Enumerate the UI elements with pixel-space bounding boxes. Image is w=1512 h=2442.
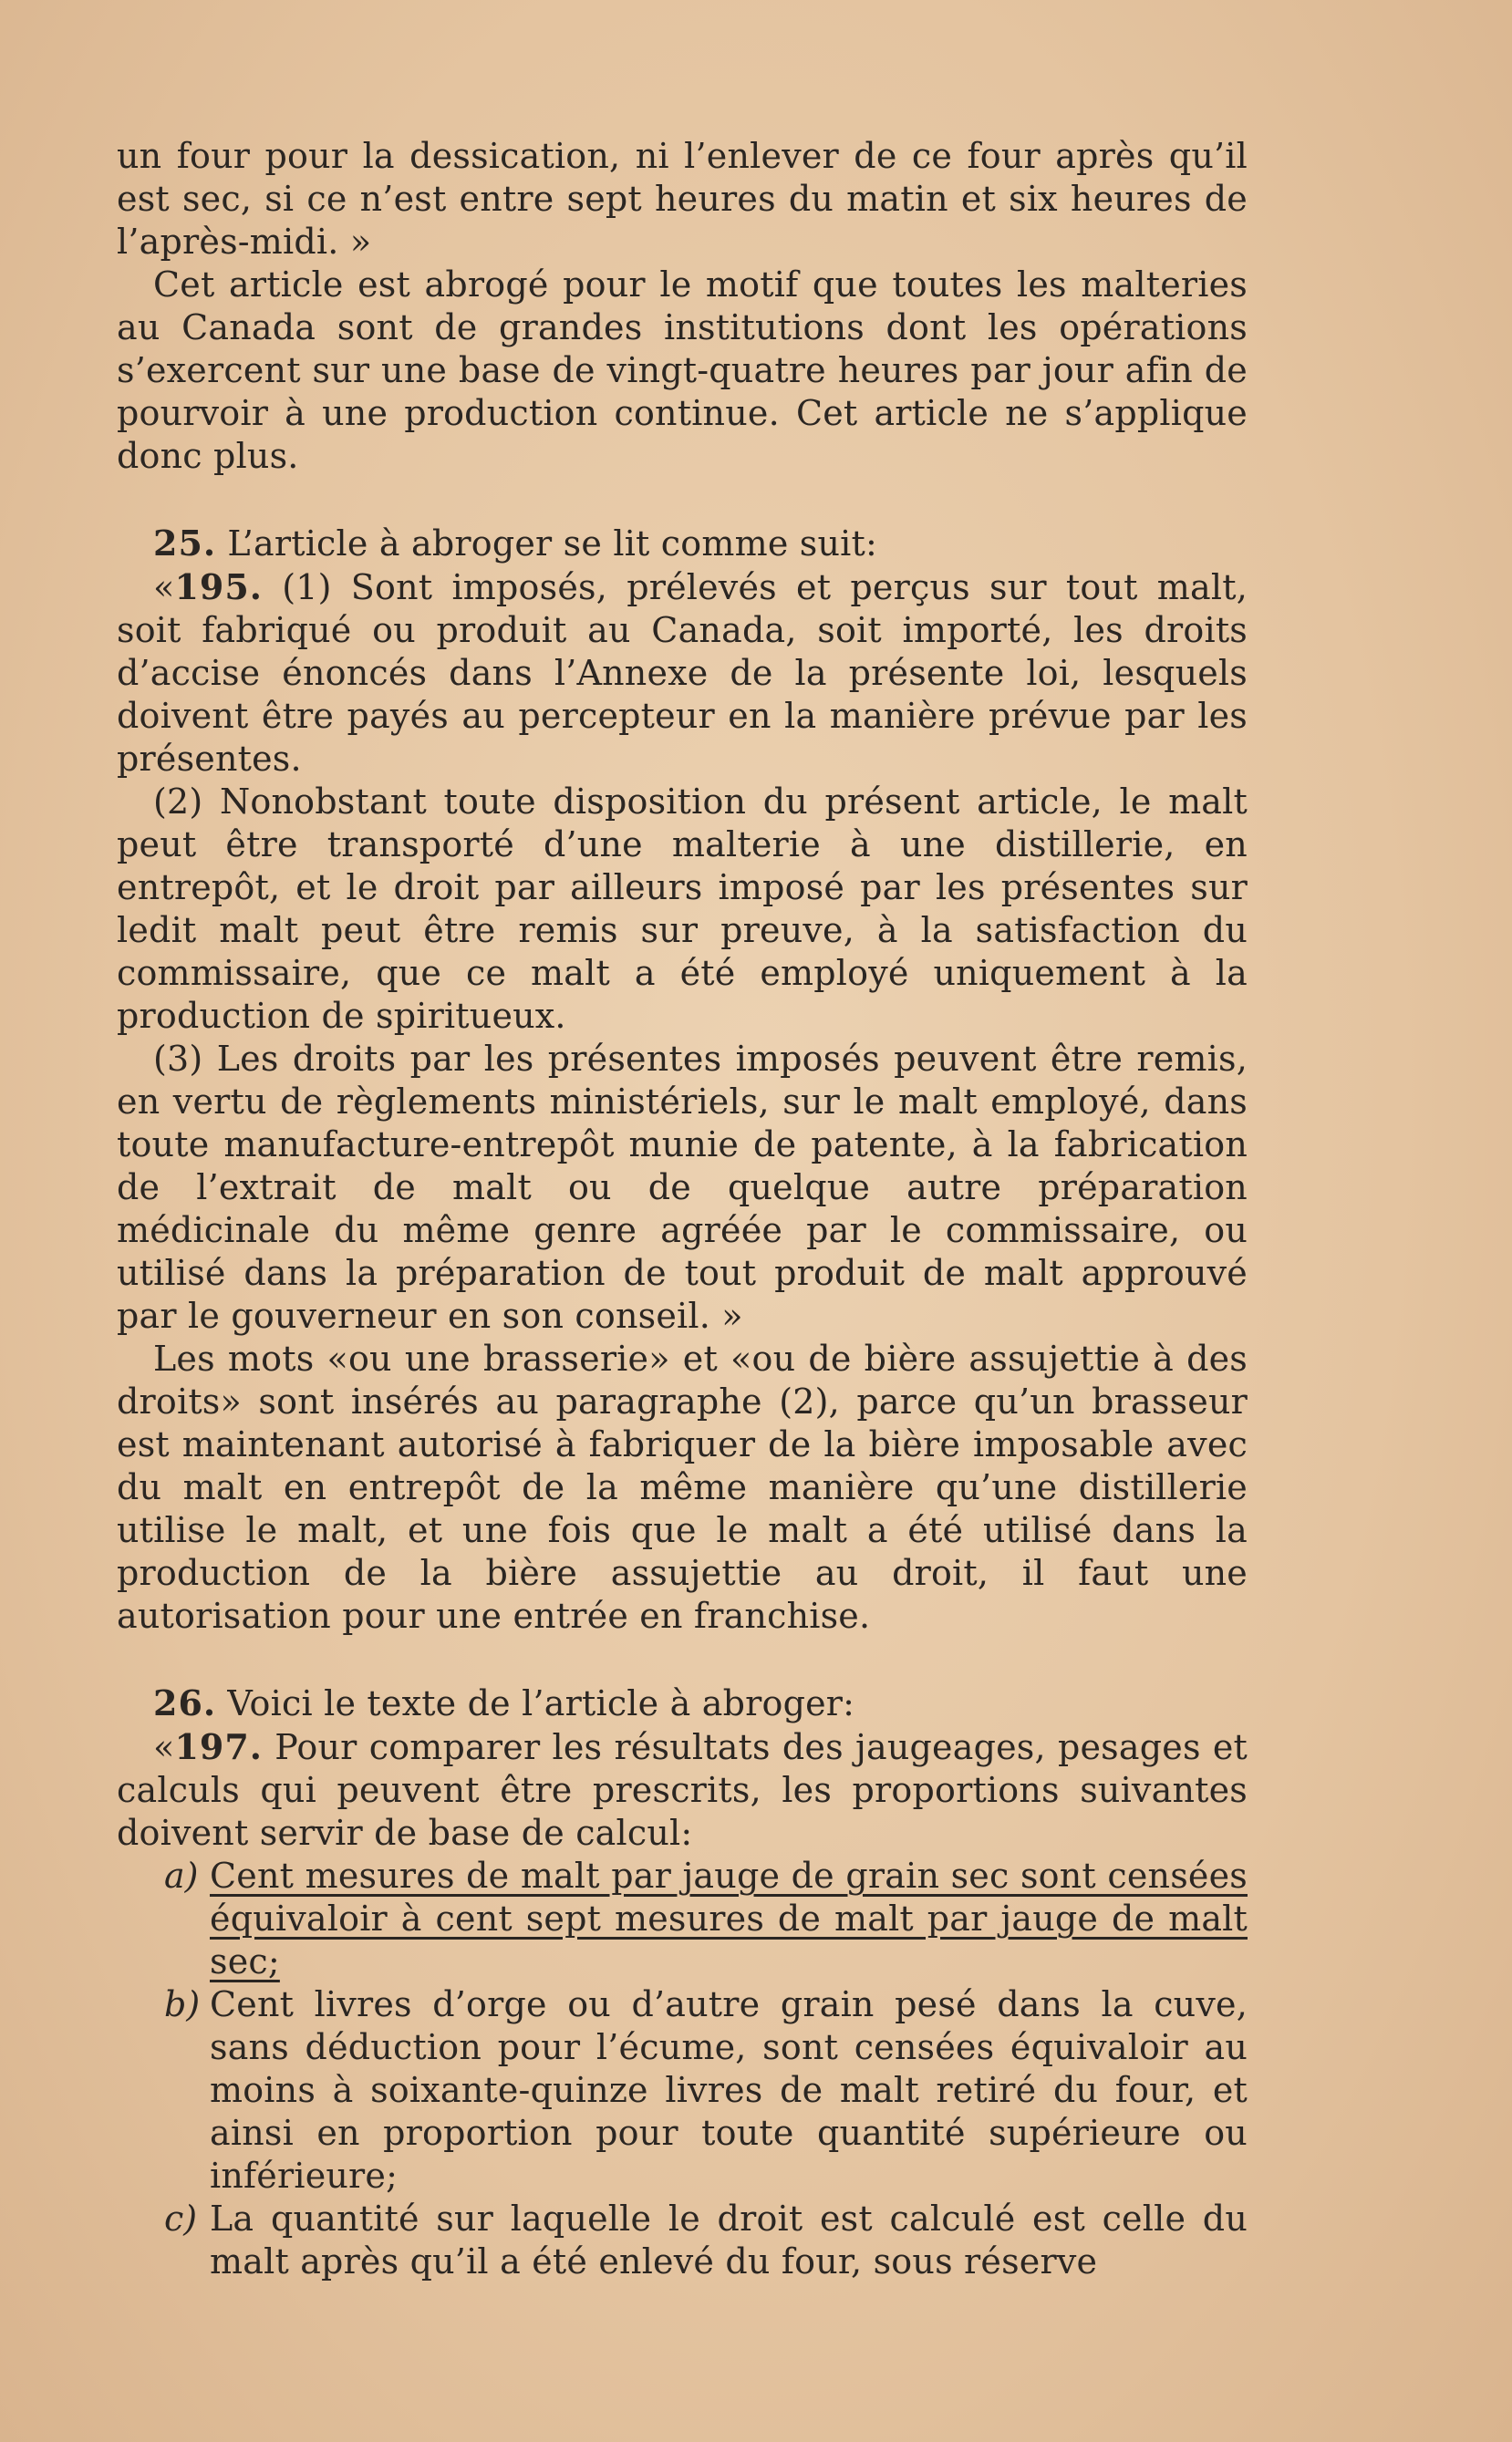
article-195-para-1-text: (1) Sont imposés, prélevés et perçus sur tout malt, soit fabriqué ou produit au Canada, soit importé, les droits d’accise énoncés dans l’Annexe de la présente loi, lesquels doivent être payés au percepteur en la manière prévue par les présentes. bbox=[117, 567, 1248, 779]
list-item bbox=[117, 2198, 1248, 2283]
section-26-heading bbox=[117, 1681, 1248, 1725]
section-25-heading bbox=[117, 522, 1248, 565]
article-195-para-1 bbox=[117, 565, 1248, 781]
section-25-number: 25. bbox=[153, 523, 217, 564]
item-letter: c) bbox=[164, 2199, 198, 2239]
article-197 bbox=[117, 1725, 1248, 1855]
list-item bbox=[117, 1983, 1248, 2198]
section-26-number: 26. bbox=[153, 1682, 217, 1723]
item-text: La quantité sur laquelle le droit est calculé est celle du malt après qu’il a été enlevé du four, sous réserve bbox=[210, 2199, 1248, 2282]
section-26-text: Voici le texte de l’article à abroger: bbox=[227, 1683, 855, 1723]
paragraph-continuation: un four pour la dessication, ni l’enlever de ce four après qu’il est sec, si ce n’est entre sept heures du matin et six heures de l’après-midi. » bbox=[117, 136, 1248, 262]
item-letter: b) bbox=[164, 1984, 201, 2024]
article-195-para-3: (3) Les droits par les présentes imposés peuvent être remis, en vertu de règlements ministériels, sur le malt employé, dans toute manufacture-entrepôt munie de patente, à la fabrication de l’extrait de malt ou de quelque autre préparation médicinale du même genre agréée par le commissaire, ou utilisé dans la préparation de tout produit de malt approuvé par le gouverneur en son conseil. » bbox=[117, 1039, 1248, 1336]
article-197-items bbox=[117, 1855, 1248, 2283]
open-quote: « bbox=[153, 567, 175, 607]
item-text: Cent livres d’orge ou d’autre grain pesé dans la cuve, sans déduction pour l’écume, sont censées équivaloir au moins à soixante-quinze livres de malt retiré du four, et ainsi en proportion pour toute quantité supérieure ou inférieure; bbox=[210, 1984, 1248, 2196]
paragraph-explanation-24: Cet article est abrogé pour le motif que toutes les malteries au Canada sont de grandes institutions dont les opérations s’exercent sur une base de vingt-quatre heures par jour afin de pourvoir à une production continue. Cet article ne s’applique donc plus. bbox=[117, 264, 1248, 476]
article-195-para-2: (2) Nonobstant toute disposition du présent article, le malt peut être transporté d’une malterie à une distillerie, en entrepôt, et le droit par ailleurs imposé par les présentes sur ledit malt peut être remis sur preuve, à la satisfaction du commissaire, que ce malt a été employé uniquement à la production de spiritueux. bbox=[117, 781, 1248, 1036]
section-25-text: L’article à abroger se lit comme suit: bbox=[227, 523, 877, 564]
paragraph-explanation-25: Les mots «ou une brasserie» et «ou de bière assujettie à des droits» sont insérés au paragraphe (2), parce qu’un brasseur est maintenant autorisé à fabriquer de la bière imposable avec du malt en entrepôt de la même manière qu’une distillerie utilise le malt, et une fois que le malt a été utilisé dans la production de la bière assujettie au droit, il faut une autorisation pour une entrée en franchise. bbox=[117, 1339, 1248, 1636]
article-197-text: Pour comparer les résultats des jaugeages, pesages et calculs qui peuvent être prescrits, les proportions suivantes doivent servir de base de calcul: bbox=[117, 1727, 1248, 1853]
open-quote: « bbox=[153, 1727, 175, 1767]
item-letter: a) bbox=[164, 1856, 199, 1896]
list-item bbox=[117, 1855, 1248, 1983]
article-197-number: 197. bbox=[174, 1726, 264, 1767]
article-195-number: 195. bbox=[174, 566, 264, 607]
item-text: Cent mesures de malt par jauge de grain sec sont censées équivaloir à cent sept mesures de malt par jauge de malt sec; bbox=[210, 1856, 1248, 1982]
